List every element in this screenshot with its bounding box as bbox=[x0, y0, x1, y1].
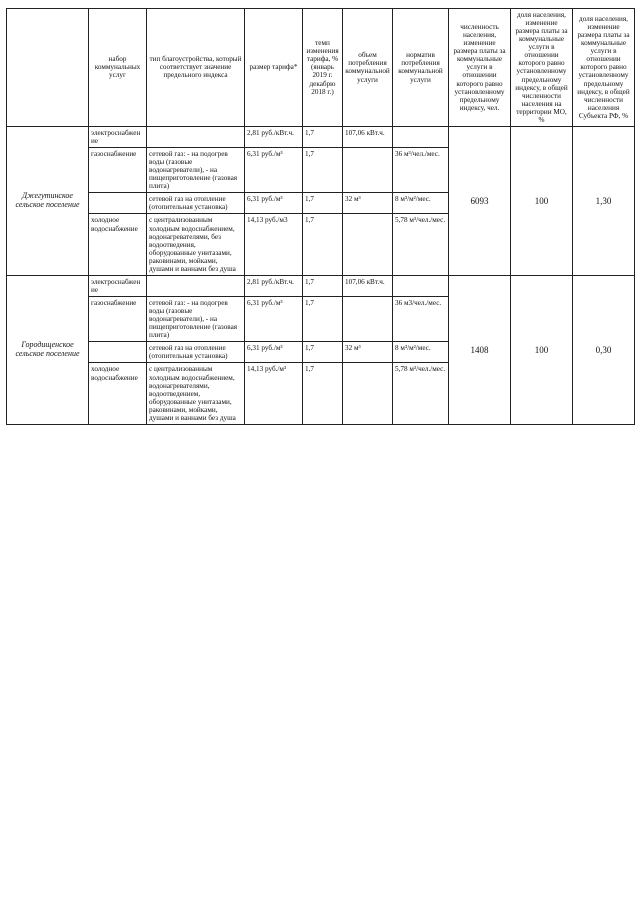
cell-norm bbox=[393, 275, 449, 296]
cell-amenity: с централизованным холодным водоснабжением, водонагревателями, водоотведением, оборудованные унитазами, раковинами, мойками, душами и ваннами без душа bbox=[147, 363, 245, 424]
cell-rate: 1,7 bbox=[303, 363, 343, 424]
header-share-mo: доля населения, изменение размера платы за коммунальные услуги в отношении которого равно установленному предельному индексу, в общей численности населения на территории МО, % bbox=[511, 9, 573, 127]
cell-service bbox=[89, 342, 147, 363]
cell-volume: 32 м³ bbox=[343, 342, 393, 363]
cell-volume: 32 м³ bbox=[343, 193, 393, 214]
header-volume: объем потребления коммунальной услуги bbox=[343, 9, 393, 127]
settlement-name: Городищенское сельское поселение bbox=[7, 275, 89, 424]
cell-service: холодное водоснабжение bbox=[89, 214, 147, 275]
header-rate: темп изменения тарифа, % (январь 2019 г. декабрю 2018 г.) bbox=[303, 9, 343, 127]
cell-tariff: 14,13 руб./м³ bbox=[245, 363, 303, 424]
header-share-subject: доля населения, изменение размера платы за коммунальные услуги в отношении которого равно установленному предельному индексу, в общей численности населения Субъекта РФ, % bbox=[573, 9, 635, 127]
table-row bbox=[7, 126, 635, 147]
cell-tariff: 6,31 руб./м³ bbox=[245, 193, 303, 214]
cell-norm: 8 м³/м²/мес. bbox=[393, 342, 449, 363]
cell-service: газоснабжение bbox=[89, 297, 147, 342]
cell-amenity bbox=[147, 126, 245, 147]
cell-volume bbox=[343, 297, 393, 342]
header-settlement bbox=[7, 9, 89, 127]
header-amenity: тип благоустройства, который соответствует значение предельного индекса bbox=[147, 9, 245, 127]
cell-tariff: 6,31 руб./м³ bbox=[245, 342, 303, 363]
cell-service: газоснабжение bbox=[89, 148, 147, 193]
cell-volume: 107,06 кВт.ч. bbox=[343, 275, 393, 296]
cell-rate: 1,7 bbox=[303, 275, 343, 296]
cell-population: 1408 bbox=[449, 275, 511, 424]
cell-norm bbox=[393, 126, 449, 147]
cell-rate: 1,7 bbox=[303, 342, 343, 363]
header-norm: норматив потребления коммунальной услуги bbox=[393, 9, 449, 127]
cell-service: холодное водоснабжение bbox=[89, 363, 147, 424]
cell-volume bbox=[343, 214, 393, 275]
cell-volume bbox=[343, 363, 393, 424]
cell-rate: 1,7 bbox=[303, 297, 343, 342]
cell-volume: 107,06 кВт.ч. bbox=[343, 126, 393, 147]
cell-rate: 1,7 bbox=[303, 193, 343, 214]
tariff-table bbox=[6, 8, 635, 425]
cell-norm: 36 м3/чел./мес. bbox=[393, 297, 449, 342]
cell-share-mo: 100 bbox=[511, 275, 573, 424]
cell-amenity bbox=[147, 275, 245, 296]
cell-volume bbox=[343, 148, 393, 193]
cell-norm: 5,78 м³/чел./мес. bbox=[393, 363, 449, 424]
cell-amenity: сетевой газ: - на подогрев воды (газовые водонагреватели), - на пищеприготовление (газовая плита) bbox=[147, 297, 245, 342]
cell-tariff: 2,81 руб./кВт.ч. bbox=[245, 126, 303, 147]
cell-amenity: сетевой газ на отопление (отопительная установка) bbox=[147, 342, 245, 363]
cell-tariff: 14,13 руб./м3 bbox=[245, 214, 303, 275]
cell-service: электроснабжение bbox=[89, 126, 147, 147]
cell-norm: 36 м³/чел./мес. bbox=[393, 148, 449, 193]
cell-share-subject: 1,30 bbox=[573, 126, 635, 275]
cell-rate: 1,7 bbox=[303, 126, 343, 147]
cell-norm: 5,78 м³/чел./мес. bbox=[393, 214, 449, 275]
table-row bbox=[7, 275, 635, 296]
cell-service: электроснабжение bbox=[89, 275, 147, 296]
cell-share-subject: 0,30 bbox=[573, 275, 635, 424]
header-tariff: размер тарифа* bbox=[245, 9, 303, 127]
cell-amenity: с централизованным холодным водоснабжением, водонагревателями, без водоотведения, оборудованные унитазами, раковинами, мойками, душами и ваннами без душа bbox=[147, 214, 245, 275]
cell-rate: 1,7 bbox=[303, 148, 343, 193]
cell-amenity: сетевой газ: - на подогрев воды (газовые водонагреватели), - на пищеприготовление (газовая плита) bbox=[147, 148, 245, 193]
cell-population: 6093 bbox=[449, 126, 511, 275]
cell-tariff: 6,31 руб./м³ bbox=[245, 148, 303, 193]
header-row bbox=[7, 9, 635, 127]
header-services: набор коммунальных услуг bbox=[89, 9, 147, 127]
settlement-name: Джегутинское сельское поселение bbox=[7, 126, 89, 275]
cell-rate: 1,7 bbox=[303, 214, 343, 275]
cell-tariff: 6,31 руб./м³ bbox=[245, 297, 303, 342]
cell-service bbox=[89, 193, 147, 214]
cell-amenity: сетевой газ на отопление (отопительная установка) bbox=[147, 193, 245, 214]
cell-norm: 8 м³/м²/мес. bbox=[393, 193, 449, 214]
cell-tariff: 2,81 руб./кВт.ч. bbox=[245, 275, 303, 296]
header-population: численность населения, изменение размера платы за коммунальные услуги в отношении которого равно установленному предельному индексу, чел. bbox=[449, 9, 511, 127]
cell-share-mo: 100 bbox=[511, 126, 573, 275]
